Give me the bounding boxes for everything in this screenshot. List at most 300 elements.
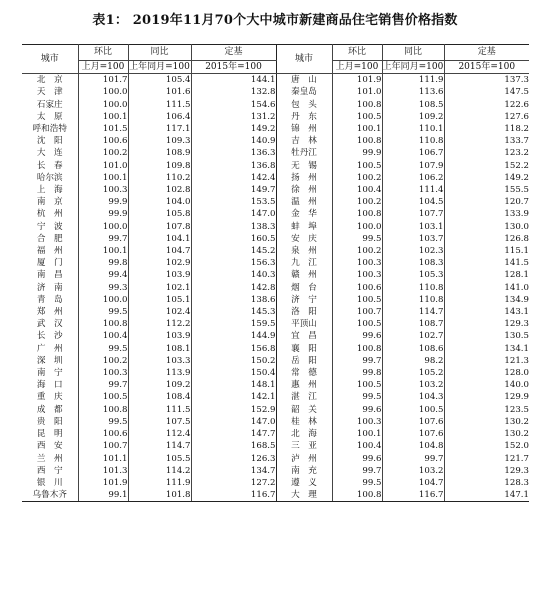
left-mom-value: 101.0 [78,160,128,172]
table-row [22,86,529,98]
left-yoy-value: 112.2 [128,318,191,330]
right-mom-value: 100.2 [332,172,382,184]
right-mom-value: 100.6 [332,282,382,294]
right-base-value: 141.0 [504,282,529,293]
right-city-name: 蚌 埠 [276,221,332,233]
right-city-name: 常 德 [276,367,332,379]
right-city-name: 秦皇岛 [276,86,332,98]
right-yoy-value: 107.7 [382,208,444,220]
right-yoy-value: 105.3 [382,269,444,281]
left-base-value: 152.9 [191,404,276,416]
right-yoy-value: 108.7 [382,318,444,330]
right-mom-value: 100.3 [332,269,382,281]
table-row [22,147,529,159]
right-yoy-value: 102.7 [382,330,444,342]
left-yoy-value: 111.5 [128,99,191,111]
left-city-name: 北 京 [22,74,78,87]
right-mom-value: 100.1 [332,123,382,135]
left-base-value: 154.6 [191,99,276,111]
left-mom-value: 100.4 [78,330,128,342]
subheader-yoy-right: 上年同月=100 [382,62,444,72]
right-mom-value: 100.5 [332,379,382,391]
left-mom-value: 101.3 [78,465,128,477]
right-yoy-value: 108.5 [382,99,444,111]
left-base-value: 126.3 [191,453,276,465]
left-mom-value: 100.1 [78,111,128,123]
left-mom-value: 100.8 [78,404,128,416]
right-yoy-value: 103.7 [382,233,444,245]
right-city-name: 韶 关 [276,404,332,416]
header-city-right: 城市 [276,45,332,74]
left-base-value: 150.4 [191,367,276,379]
right-city-name: 扬 州 [276,172,332,184]
right-mom-value: 100.5 [332,294,382,306]
left-city-name: 青 岛 [22,294,78,306]
left-city-name: 南 京 [22,196,78,208]
left-yoy-value: 108.1 [128,343,191,355]
subheader-row [22,61,529,74]
left-city-name: 海 口 [22,379,78,391]
left-city-name: 武 汉 [22,318,78,330]
table-row [22,465,529,477]
table-row [22,453,529,465]
right-city-name: 安 庆 [276,233,332,245]
right-city-name: 南 充 [276,465,332,477]
left-mom-value: 100.2 [78,355,128,367]
left-mom-value: 99.9 [78,208,128,220]
left-yoy-value: 102.4 [128,306,191,318]
right-base-value: 152.2 [504,160,529,171]
left-yoy-value: 107.5 [128,416,191,428]
left-base-value: 144.9 [191,330,276,342]
right-mom-value: 99.7 [332,465,382,477]
right-base-value: 152.0 [504,441,529,452]
left-city-name: 贵 阳 [22,416,78,428]
right-yoy-value: 103.2 [382,379,444,391]
left-yoy-value: 103.9 [128,269,191,281]
right-mom-value: 99.6 [332,404,382,416]
left-mom-value: 99.5 [78,416,128,428]
left-city-name: 杭 州 [22,208,78,220]
left-base-value: 142.4 [191,172,276,184]
subheader-yoy-left: 上年同月=100 [129,62,190,72]
right-mom-value: 100.3 [332,416,382,428]
right-mom-value: 99.9 [332,147,382,159]
left-city-name: 长 春 [22,160,78,172]
left-base-value: 150.2 [191,355,276,367]
left-city-name: 上 海 [22,184,78,196]
table-row [22,428,529,440]
left-base-value: 160.5 [191,233,276,245]
left-mom-value: 99.8 [78,257,128,269]
right-yoy-value: 104.8 [382,440,444,452]
left-city-name: 西 安 [22,440,78,452]
right-city-name: 平顶山 [276,318,332,330]
left-yoy-value: 103.9 [128,330,191,342]
table-row [22,367,529,379]
right-mom-value: 100.1 [332,428,382,440]
right-yoy-value: 104.5 [382,196,444,208]
right-yoy-value: 106.2 [382,172,444,184]
left-base-value: 134.7 [191,465,276,477]
left-base-value: 156.3 [191,257,276,269]
right-yoy-value: 108.6 [382,343,444,355]
left-city-name: 大 连 [22,147,78,159]
table-row [22,343,529,355]
left-mom-value: 100.1 [78,172,128,184]
table-row [22,233,529,245]
right-mom-value: 99.8 [332,367,382,379]
left-mom-value: 100.0 [78,86,128,98]
left-mom-value: 99.7 [78,233,128,245]
left-city-name: 银 川 [22,477,78,489]
left-yoy-value: 117.1 [128,123,191,135]
table-row [22,477,529,489]
table-row [22,318,529,330]
right-mom-value: 100.5 [332,111,382,123]
left-mom-value: 99.7 [78,379,128,391]
left-city-name: 南 宁 [22,367,78,379]
right-base-value: 122.6 [504,99,529,110]
left-base-value: 149.7 [191,184,276,196]
right-city-name: 岳 阳 [276,355,332,367]
right-mom-value: 100.8 [332,208,382,220]
right-yoy-value: 100.5 [382,404,444,416]
left-yoy-value: 102.9 [128,257,191,269]
left-base-value: 145.2 [191,245,276,257]
left-yoy-value: 109.3 [128,135,191,147]
right-city-name: 徐 州 [276,184,332,196]
right-base-value: 130.2 [504,429,529,440]
table-row [22,379,529,391]
left-mom-value: 101.1 [78,453,128,465]
left-base-value: 142.8 [191,282,276,294]
left-city-name: 厦 门 [22,257,78,269]
right-mom-value: 100.3 [332,257,382,269]
left-mom-value: 100.8 [78,318,128,330]
right-city-name: 烟 台 [276,282,332,294]
left-base-value: 148.1 [191,379,276,391]
right-yoy-value: 110.8 [382,282,444,294]
right-base-value: 130.2 [504,416,529,427]
table-row [22,355,529,367]
right-yoy-value: 104.3 [382,391,444,403]
left-base-value: 153.5 [191,196,276,208]
right-city-name: 大 理 [276,489,332,502]
table-row [22,99,529,111]
left-city-name: 石家庄 [22,99,78,111]
left-base-value: 142.1 [191,391,276,403]
left-base-value: 168.5 [191,440,276,452]
left-city-name: 广 州 [22,343,78,355]
left-city-name: 合 肥 [22,233,78,245]
right-base-value: 127.6 [504,111,529,122]
right-base-value: 137.3 [504,75,529,86]
table-row [22,184,529,196]
right-base-value: 123.5 [504,404,529,415]
right-city-name: 北 海 [276,428,332,440]
left-city-name: 哈尔滨 [22,172,78,184]
right-mom-value: 100.5 [332,318,382,330]
header-row [22,45,529,61]
left-base-value: 159.5 [191,318,276,330]
table-row [22,330,529,342]
left-mom-value: 99.3 [78,282,128,294]
right-mom-value: 100.7 [332,306,382,318]
left-base-value: 144.1 [191,74,276,87]
right-base-value: 141.5 [504,258,529,269]
right-city-name: 唐 山 [276,74,332,87]
right-city-name: 泸 州 [276,453,332,465]
subheader-base-left: 2015年=100 [191,61,276,74]
left-city-name: 西 宁 [22,465,78,477]
right-mom-value: 101.9 [332,74,382,87]
table-row [22,111,529,123]
table-row [22,440,529,452]
right-yoy-value: 99.7 [382,453,444,465]
right-city-name: 无 锡 [276,160,332,172]
right-city-name: 遵 义 [276,477,332,489]
left-mom-value: 99.5 [78,306,128,318]
right-city-name: 丹 东 [276,111,332,123]
right-mom-value: 99.6 [332,453,382,465]
left-mom-value: 99.5 [78,343,128,355]
left-base-value: 140.3 [191,269,276,281]
header-yoy-right: 同比 [382,45,444,61]
left-yoy-value: 104.7 [128,245,191,257]
left-base-value: 147.0 [191,208,276,220]
right-yoy-value: 113.6 [382,86,444,98]
right-city-name: 桂 林 [276,416,332,428]
table-row [22,123,529,135]
right-base-value: 118.2 [504,124,529,135]
left-yoy-value: 106.4 [128,111,191,123]
left-mom-value: 100.1 [78,245,128,257]
right-base-value: 128.1 [504,270,529,281]
left-yoy-value: 114.2 [128,465,191,477]
right-mom-value: 100.2 [332,196,382,208]
left-base-value: 127.2 [191,477,276,489]
right-yoy-value: 111.9 [382,74,444,87]
left-mom-value: 100.3 [78,367,128,379]
right-base-value: 129.3 [504,465,529,476]
table-row [22,294,529,306]
price-index-table [22,44,529,502]
right-mom-value: 100.8 [332,343,382,355]
right-yoy-value: 110.8 [382,135,444,147]
left-yoy-value: 105.4 [128,74,191,87]
left-yoy-value: 102.1 [128,282,191,294]
right-mom-value: 100.4 [332,440,382,452]
right-yoy-value: 98.2 [382,355,444,367]
left-yoy-value: 105.5 [128,453,191,465]
right-mom-value: 100.8 [332,489,382,502]
left-base-value: 132.8 [191,86,276,98]
left-yoy-value: 104.1 [128,233,191,245]
right-base-value: 133.9 [504,209,529,220]
left-mom-value: 99.9 [78,196,128,208]
right-mom-value: 101.0 [332,86,382,98]
right-yoy-value: 102.3 [382,245,444,257]
right-city-name: 牡丹江 [276,147,332,159]
right-yoy-value: 109.2 [382,111,444,123]
left-city-name: 成 都 [22,404,78,416]
table-row [22,172,529,184]
table-row [22,306,529,318]
right-yoy-value: 107.6 [382,416,444,428]
left-mom-value: 100.2 [78,147,128,159]
right-city-name: 锦 州 [276,123,332,135]
left-mom-value: 99.4 [78,269,128,281]
right-mom-value: 100.5 [332,160,382,172]
right-city-name: 吉 林 [276,135,332,147]
left-yoy-value: 101.8 [128,489,191,502]
table-row [22,391,529,403]
right-base-value: 120.7 [504,197,529,208]
left-base-value: 149.2 [191,123,276,135]
left-city-name: 济 南 [22,282,78,294]
left-base-value: 147.7 [191,428,276,440]
left-mom-value: 99.1 [78,489,128,502]
left-yoy-value: 103.3 [128,355,191,367]
left-yoy-value: 111.9 [128,477,191,489]
left-yoy-value: 109.2 [128,379,191,391]
left-mom-value: 100.6 [78,135,128,147]
left-base-value: 147.0 [191,416,276,428]
right-city-name: 泉 州 [276,245,332,257]
table-row [22,221,529,233]
right-city-name: 三 亚 [276,440,332,452]
table-row [22,208,529,220]
right-city-name: 宜 昌 [276,330,332,342]
left-base-value: 131.2 [191,111,276,123]
left-yoy-value: 107.8 [128,221,191,233]
right-city-name: 洛 阳 [276,306,332,318]
left-city-name: 乌鲁木齐 [22,489,78,502]
right-base-value: 128.3 [504,477,529,488]
table-row [22,245,529,257]
right-yoy-value: 114.7 [382,306,444,318]
header-yoy-left: 同比 [128,45,191,61]
left-yoy-value: 111.5 [128,404,191,416]
left-yoy-value: 114.7 [128,440,191,452]
right-yoy-value: 107.6 [382,428,444,440]
left-base-value: 145.3 [191,306,276,318]
right-base-value: 140.0 [504,380,529,391]
table-row [22,489,529,502]
left-yoy-value: 113.9 [128,367,191,379]
left-yoy-value: 101.6 [128,86,191,98]
right-mom-value: 99.7 [332,355,382,367]
left-city-name: 昆 明 [22,428,78,440]
left-mom-value: 100.7 [78,440,128,452]
right-city-name: 包 头 [276,99,332,111]
right-base-value: 133.7 [504,136,529,147]
table-row [22,160,529,172]
header-base-right: 定基 [444,45,529,61]
right-city-name: 湛 江 [276,391,332,403]
subheader-mom-right: 上月=100 [332,61,382,74]
header-base-left: 定基 [191,45,276,61]
left-city-name: 太 原 [22,111,78,123]
left-mom-value: 100.0 [78,294,128,306]
table-body [22,74,529,502]
right-mom-value: 100.8 [332,135,382,147]
left-yoy-value: 104.0 [128,196,191,208]
subheader-base-right: 2015年=100 [444,61,529,74]
left-city-name: 兰 州 [22,453,78,465]
right-base-value: 121.3 [504,355,529,366]
left-city-name: 重 庆 [22,391,78,403]
header-city-left: 城市 [22,45,78,74]
subheader-mom-left: 上月=100 [78,61,128,74]
left-mom-value: 100.3 [78,184,128,196]
right-yoy-value: 110.1 [382,123,444,135]
left-base-value: 140.9 [191,135,276,147]
left-city-name: 南 昌 [22,269,78,281]
right-mom-value: 99.6 [332,330,382,342]
left-mom-value: 100.5 [78,391,128,403]
left-mom-value: 100.0 [78,221,128,233]
right-yoy-value: 116.7 [382,489,444,502]
left-city-name: 宁 波 [22,221,78,233]
left-yoy-value: 109.8 [128,160,191,172]
left-yoy-value: 105.1 [128,294,191,306]
right-base-value: 149.2 [504,172,529,183]
right-city-name: 济 宁 [276,294,332,306]
right-base-value: 130.0 [504,221,529,232]
left-base-value: 138.6 [191,294,276,306]
right-yoy-value: 107.9 [382,160,444,172]
left-base-value: 138.3 [191,221,276,233]
left-city-name: 呼和浩特 [22,123,78,135]
right-base-value: 121.7 [504,453,529,464]
right-city-name: 九 江 [276,257,332,269]
header-mom-left: 环比 [78,45,128,61]
right-yoy-value: 104.7 [382,477,444,489]
left-yoy-value: 112.4 [128,428,191,440]
right-yoy-value: 106.7 [382,147,444,159]
table-row [22,135,529,147]
right-yoy-value: 103.2 [382,465,444,477]
left-yoy-value: 110.2 [128,172,191,184]
right-base-value: 126.8 [504,233,529,244]
table-row [22,257,529,269]
right-base-value: 115.1 [504,246,529,257]
right-city-name: 温 州 [276,196,332,208]
right-yoy-value: 111.4 [382,184,444,196]
right-yoy-value: 105.2 [382,367,444,379]
left-city-name: 沈 阳 [22,135,78,147]
right-city-name: 赣 州 [276,269,332,281]
right-base-value: 134.1 [504,343,529,354]
left-city-name: 长 沙 [22,330,78,342]
right-base-value: 123.2 [504,148,529,159]
left-city-name: 天 津 [22,86,78,98]
left-mom-value: 100.0 [78,99,128,111]
right-base-value: 129.3 [504,319,529,330]
left-yoy-value: 102.8 [128,184,191,196]
header-mom-right: 环比 [332,45,382,61]
table-row [22,196,529,208]
table-row [22,404,529,416]
left-base-value: 156.8 [191,343,276,355]
right-base-value: 134.9 [504,294,529,305]
table-title: 表1： 2019年11月70个大中城市新建商品住宅销售价格指数 [92,13,458,28]
right-base-value: 147.1 [444,489,529,502]
table-row [22,269,529,281]
right-mom-value: 99.5 [332,477,382,489]
